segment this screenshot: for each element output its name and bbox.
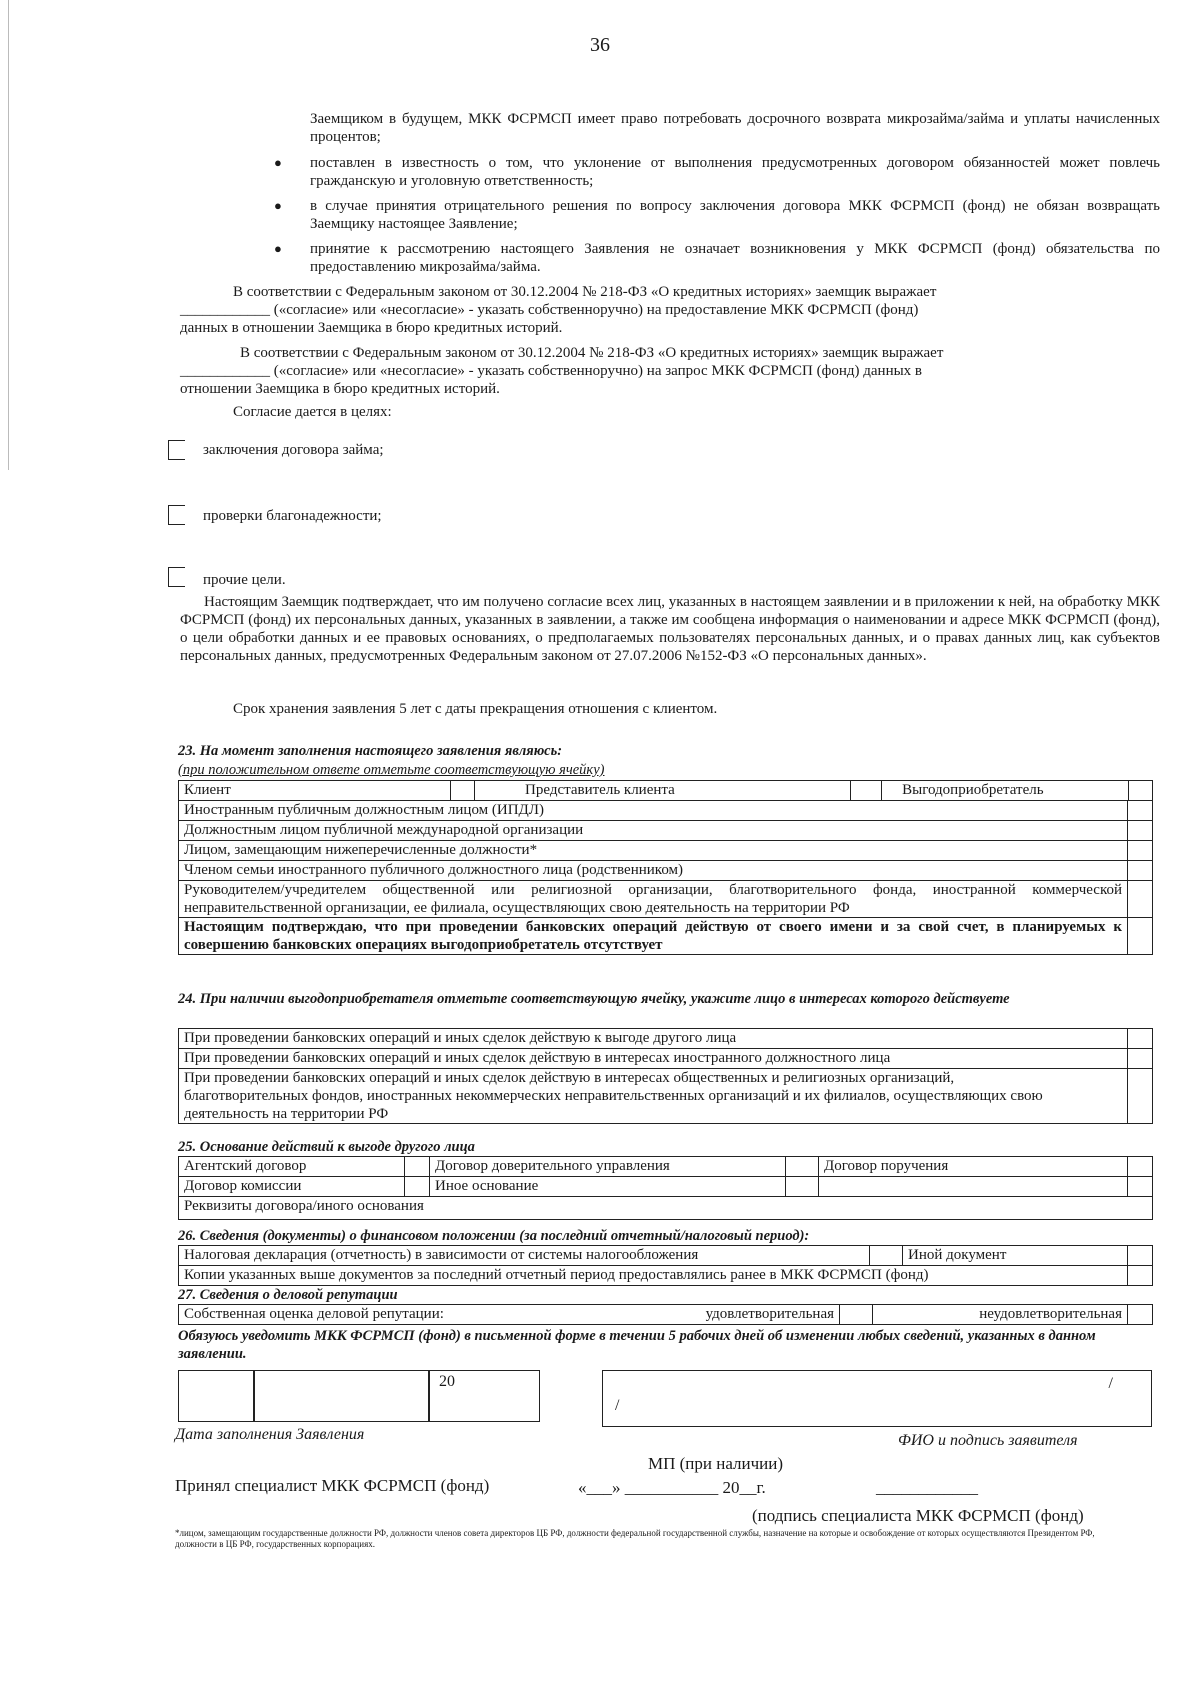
s27-table — [178, 1304, 1153, 1325]
status-row-confirm: Настоящим подтверждаю, что при проведении банковских операций действую от своего имени и за свой счет, в планируемых к совершению банковских операциях выгодоприобретатель отсутствует — [179, 918, 1128, 955]
s25-title: 25. Основание действий к выгоде другого лица — [178, 1139, 475, 1155]
consent-1-line3: данных в отношении Заемщика в бюро кредитных историй. — [180, 320, 563, 336]
page-number: 36 — [590, 34, 610, 56]
s25-agent-checkbox[interactable] — [405, 1157, 430, 1177]
status-checkbox-ipdl[interactable] — [1128, 801, 1153, 821]
s25-empty-checkbox[interactable] — [1128, 1177, 1153, 1197]
date-day-box[interactable] — [178, 1370, 255, 1422]
bullet-dot: ● — [274, 241, 282, 256]
s26-tax-label: Налоговая декларация (отчетность) в зависимости от системы налогообложения — [179, 1246, 870, 1266]
role-beneficiary-checkbox[interactable] — [1129, 781, 1153, 801]
applicant-signature-box[interactable] — [602, 1370, 1152, 1427]
s26-copies-checkbox[interactable] — [1128, 1266, 1153, 1286]
s24-checkbox-foreign-official[interactable] — [1128, 1049, 1153, 1069]
purpose-checkbox-other[interactable] — [168, 567, 185, 587]
mp-label: МП (при наличии) — [648, 1454, 784, 1473]
fio-label: ФИО и подпись заявителя — [898, 1432, 1078, 1449]
role-representative-checkbox[interactable] — [851, 781, 882, 801]
s25-trust-checkbox[interactable] — [786, 1157, 819, 1177]
s26-title: 26. Сведения (документы) о финансовом положении (за последний отчетный/налоговый период): — [178, 1228, 810, 1244]
s26-tax-checkbox[interactable] — [870, 1246, 903, 1266]
purpose-checkbox-reliability[interactable] — [168, 505, 185, 525]
signature-slash-2: / — [615, 1397, 620, 1414]
bullet-dot: ● — [274, 155, 282, 170]
s27-bad-label: неудовлетворительная — [873, 1305, 1128, 1325]
s23-title: 23. На момент заполнения настоящего заявления являюсь: — [178, 743, 563, 759]
status-row-positions: Лицом, замещающим нижеперечисленные должности* — [179, 841, 1128, 861]
s25-commission-label: Договор комиссии — [179, 1177, 405, 1197]
status-row-intl-org: Должностным лицом публичной международной организации — [179, 821, 1128, 841]
s24-checkbox-organizations[interactable] — [1128, 1069, 1153, 1124]
s25-other-label: Иное основание — [430, 1177, 786, 1197]
bullet-text: принятие к рассмотрению настоящего Заявления не означает возникновения у МКК ФСРМСП (фонд) обязательства по предоставлению микрозайма/займа. — [310, 241, 1160, 275]
bullet-3 — [274, 240, 1160, 276]
purpose-label-other: прочие цели. — [203, 572, 286, 588]
consent-2-line2[interactable]: ____________ («согласие» или «несогласие» - указать собственноручно) на запрос МКК ФСРМСП (фонд) данных в — [180, 363, 923, 379]
obligation-text: Обязуюсь уведомить МКК ФСРМСП (фонд) в письменной форме в течении 5 рабочих дней об изменении любых сведений, указанных в данном заявлении. — [178, 1328, 1096, 1362]
s26-copies-label: Копии указанных выше документов за последний отчетный период предоставлялись ранее в МКК ФСРМСП (фонд) — [179, 1266, 1128, 1286]
top-paragraph: Заемщиком в будущем, МКК ФСРМСП имеет право потребовать досрочного возврата микрозайма/займа и уплаты начисленных процентов; — [310, 111, 1160, 145]
status-row-ngo: Руководителем/учредителем общественной или религиозной организации, благотворительного фонда, иностранной коммерческой неправительственной организации, ее филиала, осуществляющих свою деятельность на территории РФ — [179, 881, 1128, 918]
s27-label: Собственная оценка деловой репутации: — [179, 1305, 630, 1325]
s25-details-field[interactable]: Реквизиты договора/иного основания — [179, 1197, 1153, 1220]
consent-2-line3: отношении Заемщика в бюро кредитных историй. — [180, 381, 500, 397]
status-row-family: Членом семьи иностранного публичного должностного лица (родственником) — [179, 861, 1128, 881]
footnote: *лицом, замещающим государственные должности РФ, должности членов совета директоров ЦБ РФ, должности федеральной государственной службы, назначение на которые и освобождение от которых осуществляются Президентом РФ, должности в ЦБ РФ, государственных корпорациях. — [175, 1528, 1095, 1549]
accepted-label: Принял специалист МКК ФСРМСП (фонд) — [175, 1476, 490, 1495]
s25-commission-checkbox[interactable] — [405, 1177, 430, 1197]
status-checkbox-intl-org[interactable] — [1128, 821, 1153, 841]
consent-2-line1: В соответствии с Федеральным законом от 30.12.2004 № 218-ФЗ «О кредитных историях» заемщик выражает — [240, 345, 944, 361]
purpose-label-reliability: проверки благонадежности; — [203, 508, 382, 524]
status-checkbox-confirm[interactable] — [1128, 918, 1153, 955]
s24-row-foreign-official: При проведении банковских операций и иных сделок действую в интересах иностранного должностного лица — [179, 1049, 1128, 1069]
specialist-signature-label: (подпись специалиста МКК ФСРМСП (фонд) — [752, 1506, 1084, 1525]
s27-good-checkbox[interactable] — [840, 1305, 873, 1325]
signature-slash-1: / — [1108, 1375, 1113, 1392]
bullet-text: в случае принятия отрицательного решения по вопросу заключения договора МКК ФСРМСП (фонд) не обязан возвращать Заемщику настоящее Заявление; — [310, 198, 1160, 232]
role-beneficiary-label: Выгодоприобретатель — [882, 781, 1129, 801]
consent-1-line2[interactable]: ____________ («согласие» или «несогласие» - указать собственноручно) на предоставление МКК ФСРМСП (фонд) — [180, 302, 919, 318]
s24-table — [178, 1028, 1153, 1124]
role-representative-label: Представитель клиента — [475, 781, 851, 801]
s23-roles-table — [178, 780, 1153, 801]
s26-other-doc-checkbox[interactable] — [1128, 1246, 1153, 1266]
s25-agent-label: Агентский договор — [179, 1157, 405, 1177]
s27-title: 27. Сведения о деловой репутации — [178, 1287, 398, 1303]
retention-text: Срок хранения заявления 5 лет с даты прекращения отношения с клиентом. — [233, 701, 718, 717]
specialist-signature-line[interactable]: ____________ — [876, 1478, 978, 1497]
status-checkbox-ngo[interactable] — [1128, 881, 1153, 918]
s25-table — [178, 1156, 1153, 1220]
accepted-date[interactable]: «___» ___________ 20__г. — [578, 1478, 766, 1497]
date-year-box[interactable] — [428, 1370, 540, 1422]
s25-empty-cell — [819, 1177, 1128, 1197]
s25-trust-label: Договор доверительного управления — [430, 1157, 786, 1177]
bullet-text: поставлен в известность о том, что уклонение от выполнения предусмотренных договором обязанностей может повлечь гражданскую и уголовную ответственность; — [310, 155, 1160, 189]
bullet-dot: ● — [274, 198, 282, 213]
consent-1-line1: В соответствии с Федеральным законом от 30.12.2004 № 218-ФЗ «О кредитных историях» заемщик выражает — [233, 284, 937, 300]
s25-other-checkbox[interactable] — [786, 1177, 819, 1197]
s24-row-other-person: При проведении банковских операций и иных сделок действую к выгоде другого лица — [179, 1029, 1128, 1049]
role-client-checkbox[interactable] — [451, 781, 475, 801]
s23-status-table — [178, 800, 1153, 955]
s23-note: (при положительном ответе отметьте соответствующую ячейку) — [178, 762, 605, 778]
s27-good-label: удовлетворительная — [629, 1305, 840, 1325]
bullet-1 — [274, 154, 1160, 190]
s24-title: 24. При наличии выгодоприобретателя отметьте соответствующую ячейку, укажите лицо в интересах которого действуете — [178, 991, 1010, 1007]
s27-bad-checkbox[interactable] — [1128, 1305, 1153, 1325]
purposes-intro: Согласие дается в целях: — [233, 404, 392, 420]
s26-table — [178, 1245, 1153, 1286]
s24-checkbox-other-person[interactable] — [1128, 1029, 1153, 1049]
s25-order-checkbox[interactable] — [1128, 1157, 1153, 1177]
date-month-box[interactable] — [253, 1370, 430, 1422]
scan-edge-line — [8, 0, 9, 470]
role-client-label: Клиент — [179, 781, 451, 801]
date-year-prefix: 20 — [439, 1373, 455, 1390]
purpose-label-loan: заключения договора займа; — [203, 442, 384, 458]
purpose-checkbox-loan[interactable] — [168, 440, 185, 460]
s26-other-doc-label: Иной документ — [903, 1246, 1128, 1266]
status-row-ipdl: Иностранным публичным должностным лицом (ИПДЛ) — [179, 801, 1128, 821]
status-checkbox-family[interactable] — [1128, 861, 1153, 881]
date-label: Дата заполнения Заявления — [175, 1426, 365, 1443]
bullet-2 — [274, 197, 1160, 233]
s24-row-organizations: При проведении банковских операций и иных сделок действую в интересах общественных и религиозных организаций, благотворительных фондов, иностранных некоммерческих неправительственных организаций и их филиалов, осуществляющих свою деятельность на территории РФ — [179, 1069, 1128, 1124]
status-checkbox-positions[interactable] — [1128, 841, 1153, 861]
confirm-paragraph: Настоящим Заемщик подтверждает, что им получено согласие всех лиц, указанных в настоящем заявлении и в приложении к ней, на обработку МКК ФСРМСП (фонд) их персональных данных, указанных в заявлении, а также им сообщена информация о наименовании и адресе МКК ФСРМСП (фонд), о цели обработки данных и ее правовых основаниях, о предполагаемых пользователях персональных данных, и о правах данных лиц, как субъектов персональных данных, предусмотренных Федеральным законом от 27.07.2006 №152-ФЗ «О персональных данных». — [180, 594, 1160, 664]
s25-order-label: Договор поручения — [819, 1157, 1128, 1177]
